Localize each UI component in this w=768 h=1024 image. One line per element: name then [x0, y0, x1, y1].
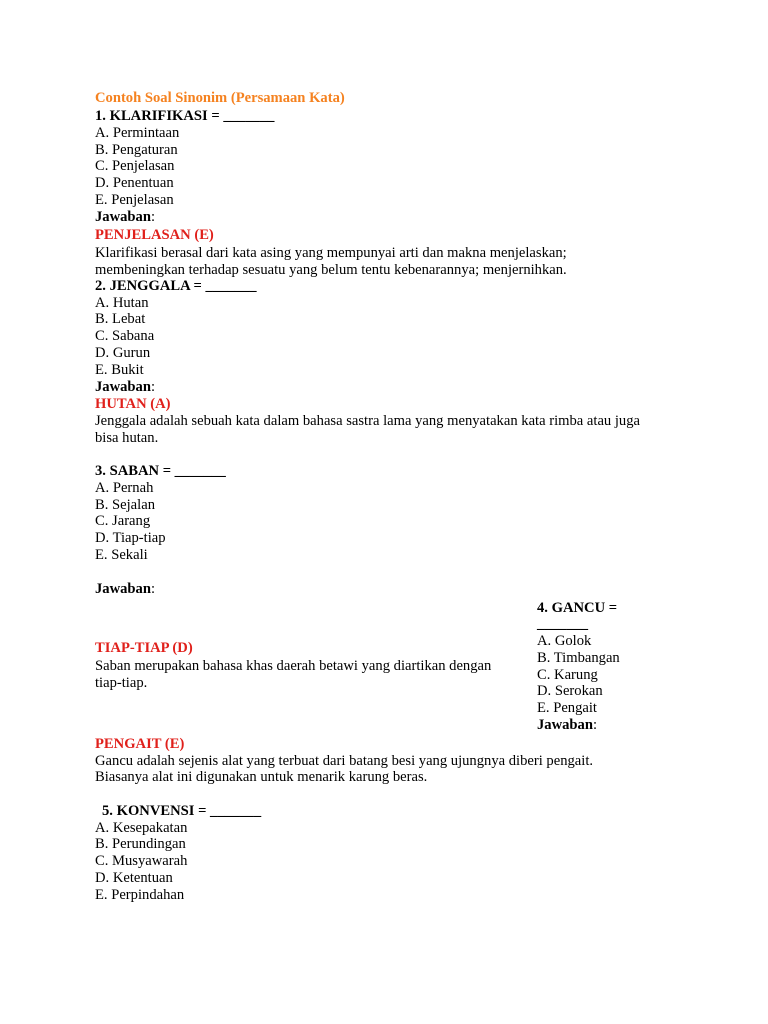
q2-option-a: A. Hutan: [95, 295, 149, 311]
q4-jawaban-label: [537, 717, 597, 734]
q3-option-a: A. Pernah: [95, 480, 154, 496]
q3-option-e: E. Sekali: [95, 547, 148, 563]
q2-option-c: C. Sabana: [95, 328, 155, 344]
q3-option-b: B. Sejalan: [95, 497, 155, 513]
q1-explanation-line-2: membeningkan terhadap sesuatu yang belum tentu kebenarannya; menjernihkan.: [95, 262, 567, 278]
q4-explanation-line-2: Biasanya alat ini digunakan untuk menarik karung beras.: [95, 769, 428, 785]
q3-jawaban-label: [95, 581, 155, 598]
q4-option-c: C. Karung: [537, 667, 598, 683]
q4-explanation-line-1: Gancu adalah sejenis alat yang terbuat dari batang besi yang ujungnya diberi pengait.: [95, 753, 594, 769]
jawaban-colon: :: [592, 717, 598, 733]
q1-jawaban-label: [95, 209, 155, 226]
q3-explanation-line-2: tiap-tiap.: [95, 675, 148, 691]
q3-option-d: D. Tiap-tiap: [95, 530, 166, 546]
jawaban-colon: :: [150, 379, 156, 395]
q2-explanation-line-1: Jenggala adalah sebuah kata dalam bahasa sastra lama yang menyatakan kata rimba atau juga: [95, 413, 640, 429]
q1-option-b: B. Pengaturan: [95, 142, 178, 158]
q3-answer: TIAP-TIAP (D): [95, 640, 193, 656]
q2-option-b: B. Lebat: [95, 311, 146, 327]
document-title: Contoh Soal Sinonim (Persamaan Kata): [95, 90, 345, 106]
q3-option-c: C. Jarang: [95, 513, 151, 529]
q2-answer: HUTAN (A): [95, 396, 171, 412]
q5-option-c: C. Musyawarah: [95, 853, 188, 869]
jawaban-colon: :: [150, 209, 156, 225]
q4-option-e: E. Pengait: [537, 700, 597, 716]
question-3: 3. SABAN = _______: [95, 463, 226, 479]
q5-option-a: A. Kesepakatan: [95, 820, 188, 836]
q1-explanation-line-1: Klarifikasi berasal dari kata asing yang mempunyai arti dan makna menjelaskan;: [95, 245, 567, 261]
jawaban-colon: :: [150, 581, 156, 597]
q5-option-d: D. Ketentuan: [95, 870, 173, 886]
q1-option-e: E. Penjelasan: [95, 192, 174, 208]
question-5: 5. KONVENSI = _______: [102, 803, 262, 819]
q4-option-d: D. Serokan: [537, 683, 603, 699]
q2-option-e: E. Bukit: [95, 362, 144, 378]
question-4: 4. GANCU =: [537, 600, 618, 616]
q5-option-e: E. Perpindahan: [95, 887, 185, 903]
q1-option-a: A. Permintaan: [95, 125, 180, 141]
q2-explanation-line-2: bisa hutan.: [95, 430, 159, 446]
q2-option-d: D. Gurun: [95, 345, 151, 361]
jawaban-text: Jawaban: [95, 581, 151, 597]
q4-answer: PENGAIT (E): [95, 736, 185, 752]
question-1: 1. KLARIFIKASI = _______: [95, 108, 275, 124]
q1-option-c: C. Penjelasan: [95, 158, 175, 174]
question-2: 2. JENGGALA = _______: [95, 278, 257, 294]
q4-option-b: B. Timbangan: [537, 650, 620, 666]
q4-option-a: A. Golok: [537, 633, 592, 649]
q1-option-d: D. Penentuan: [95, 175, 174, 191]
q3-explanation-line-1: Saban merupakan bahasa khas daerah betawi yang diartikan dengan: [95, 658, 492, 674]
jawaban-text: Jawaban: [95, 379, 151, 395]
q2-jawaban-label: [95, 379, 155, 396]
jawaban-text: Jawaban: [537, 717, 593, 733]
q1-answer: PENJELASAN (E): [95, 227, 214, 243]
q4-blank: _______: [537, 616, 589, 632]
jawaban-text: Jawaban: [95, 209, 151, 225]
q5-option-b: B. Perundingan: [95, 836, 186, 852]
